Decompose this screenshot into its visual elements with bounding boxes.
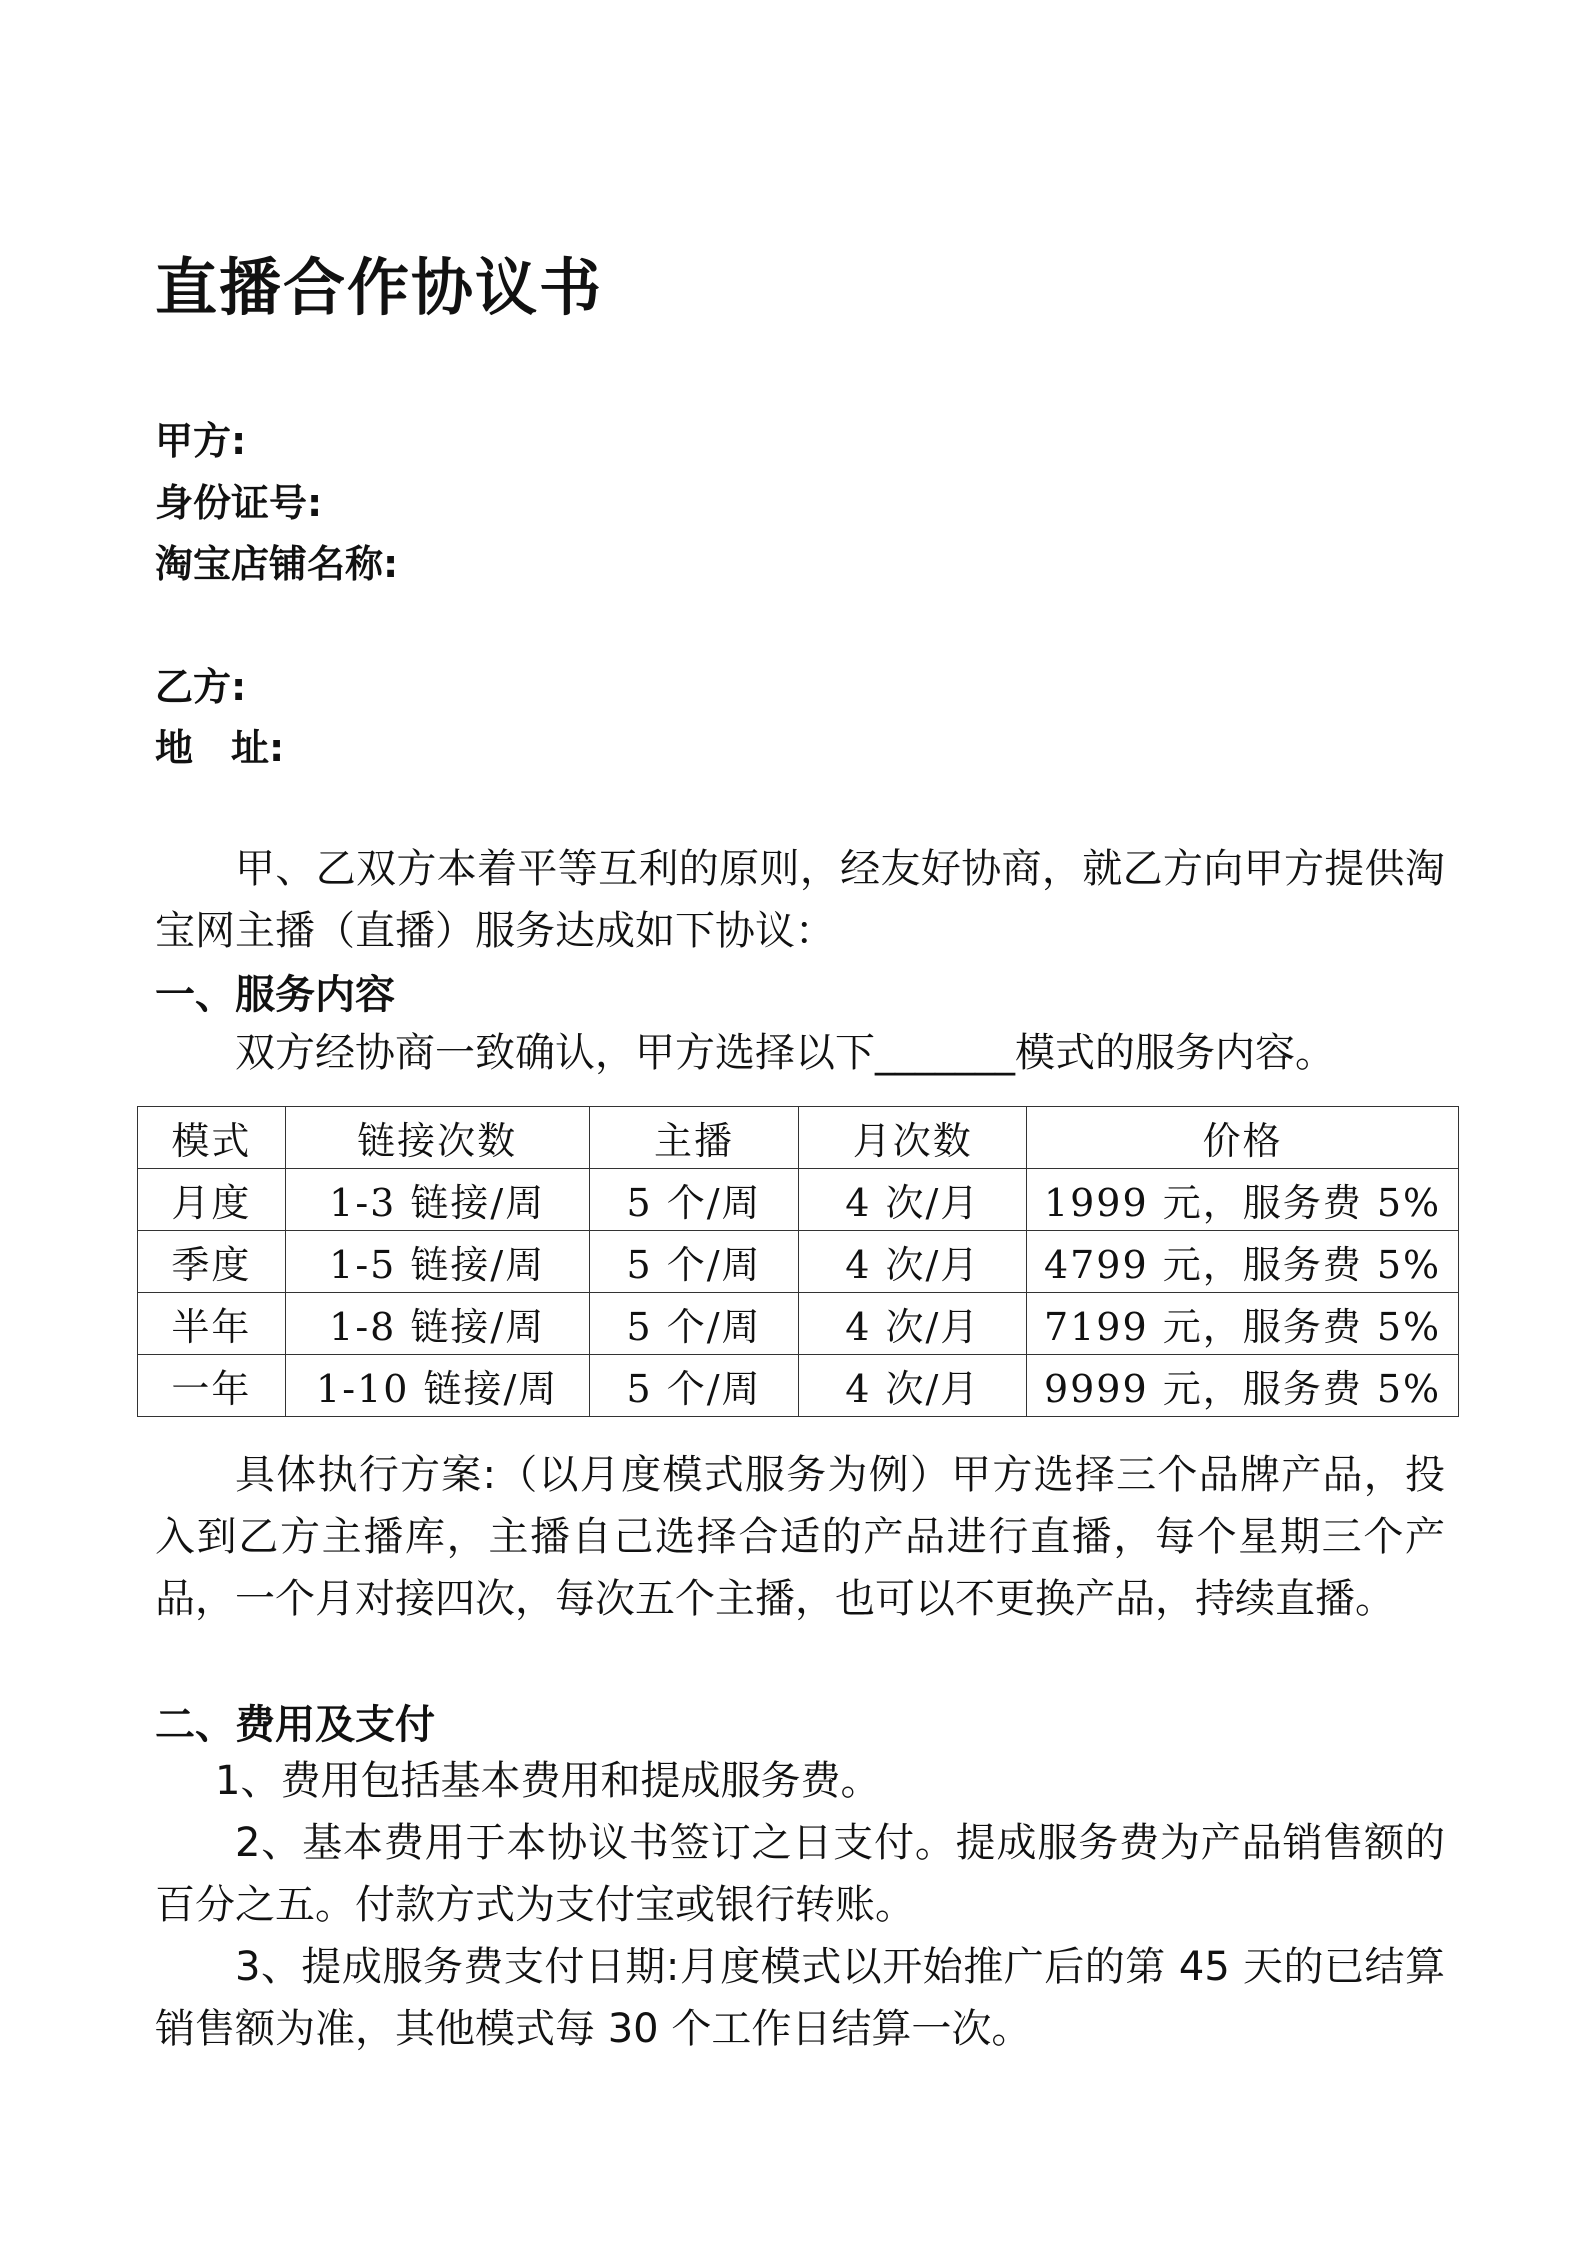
party-a-label: 甲方: [155,419,247,463]
section-2-heading: 二、费用及支付 [155,1702,435,1748]
table-row [138,1231,1459,1293]
header-cell: 链接次数 [285,1107,589,1169]
table-row [138,1355,1459,1417]
table-cell: 1-10 链接/周 [285,1355,589,1417]
header-cell: 模式 [138,1107,286,1169]
service-table [137,1106,1459,1417]
id-number-label: 身份证号: [155,481,323,525]
payment-item-1: 1、费用包括基本费用和提成服务费。 [215,1758,881,1804]
document-title: 直播合作协议书 [155,251,604,324]
table-cell: 4 次/月 [799,1231,1027,1293]
table-cell: 半年 [138,1293,286,1355]
address-label: 地 址: [155,726,285,770]
table-cell: 5 个/周 [589,1231,799,1293]
table-cell: 5 个/周 [589,1355,799,1417]
header-cell: 价格 [1027,1107,1459,1169]
table-cell: 4 次/月 [799,1169,1027,1231]
table-cell: 4799 元，服务费 5% [1027,1231,1459,1293]
table-cell: 季度 [138,1231,286,1293]
table-cell: 4 次/月 [799,1293,1027,1355]
table-cell: 5 个/周 [589,1293,799,1355]
payment-item-2: 2、基本费用于本协议书签订之日支付。提成服务费为产品销售额的百分之五。付款方式为支付宝或银行转账。 [155,1820,1445,1928]
table-row [138,1169,1459,1231]
table-cell: 1-3 链接/周 [285,1169,589,1231]
table-cell: 9999 元，服务费 5% [1027,1355,1459,1417]
table-cell: 月度 [138,1169,286,1231]
intro-paragraph: 甲、乙双方本着平等互利的原则，经友好协商，就乙方向甲方提供淘宝网主播（直播）服务达成如下协议： [155,846,1445,954]
section-1-heading: 一、服务内容 [155,972,395,1018]
table-cell: 7199 元，服务费 5% [1027,1293,1459,1355]
mode-confirm-paragraph: 双方经协商一致确认，甲方选择以下_______模式的服务内容。 [235,1030,1335,1076]
table-header-row [138,1107,1459,1169]
table-cell: 1999 元，服务费 5% [1027,1169,1459,1231]
table-cell: 4 次/月 [799,1355,1027,1417]
table-cell: 一年 [138,1355,286,1417]
header-cell: 月次数 [799,1107,1027,1169]
table-cell: 1-8 链接/周 [285,1293,589,1355]
party-b-label: 乙方: [155,665,247,709]
execution-plan-paragraph: 具体执行方案:（以月度模式服务为例）甲方选择三个品牌产品，投入到乙方主播库，主播自己选择合适的产品进行直播，每个星期三个产品，一个月对接四次，每次五个主播，也可以不更换产品，持续直播。 [155,1452,1445,1622]
header-cell: 主播 [589,1107,799,1169]
table-cell: 1-5 链接/周 [285,1231,589,1293]
table-row [138,1293,1459,1355]
payment-item-3: 3、提成服务费支付日期:月度模式以开始推广后的第 45 天的已结算销售额为准，其他模式每 30 个工作日结算一次。 [155,1944,1445,2052]
table-cell: 5 个/周 [589,1169,799,1231]
shop-name-label: 淘宝店铺名称: [155,542,399,586]
